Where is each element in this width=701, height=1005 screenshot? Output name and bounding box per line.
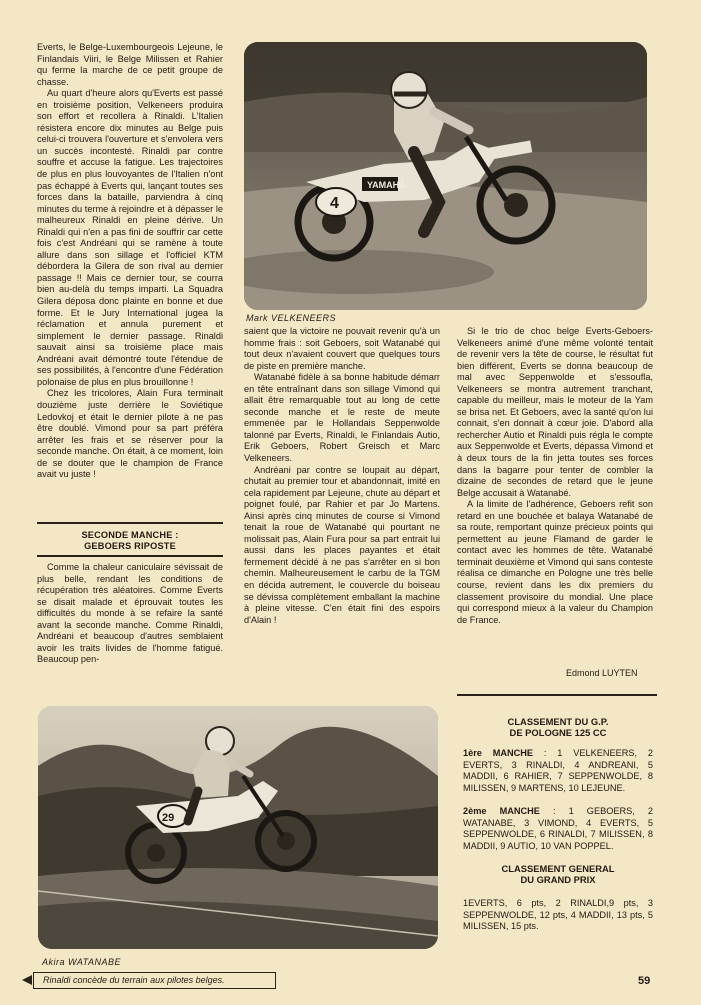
section-rule-bottom (37, 555, 223, 557)
manche-1-label: 1ère MANCHE (463, 748, 534, 758)
paragraph: Chez les tricolores, Alain Fura terminait douzième juste derrière le Soviétique Ledovkoj et était le dernier pilote à ne pas être doublé. Vimond pour sa part préféra arrêter les frais et se réserver pour la seconde manche. On était, à ce moment, loin de se douter que le champion de France avait vu juste ! (37, 388, 223, 480)
bike-number-2: 29 (162, 812, 175, 824)
results-rule (457, 694, 657, 696)
results-title-gp (463, 716, 653, 738)
paragraph: Si le trio de choc belge Everts-Geboers-Velkeneers animé d'une même volonté tentait de revenir vers la tête de course, le résultat fut bien différent, Everts se donna beaucoup de mal avec Seppenwolde et s'essoufla, Velkeneers se montra autrement tranchant, capable du meilleur, mais le moteur de la Yam se brisa net. Et Geboers, avec la santé qu'on lui connait, s'en donnait à cœur joie. D'abord alla rechercher Autio et Rinaldi puis régla le compte aux Seppenwolde et Everts, dépassa Vimond et à deux tours de la fin jetta toutes ses forces dans la bagarre pour tenter de combler la dizaine de secondes de retard que le jeune Belge accusait à Watanabé. (457, 326, 653, 498)
manche-1-text: : 1 VELKENEERS, 2 EVERTS, 3 RINALDI, 4 ANDREANI, 5 MADDII, 6 RAHIER, 7 SEPPENWOLDE, 8 MILISSEN, 9 MARTENS, 10 LEJEUNE. (463, 748, 653, 793)
results-general-line1: CLASSEMENT GENERAL (501, 863, 615, 874)
results-general-line2: DU GRAND PRIX (520, 874, 596, 885)
results-general: 1EVERTS, 6 pts, 2 RINALDI,9 pts, 3 SEPPENWOLDE, 12 pts, 4 MADDII, 13 pts, 5 MILISSEN, 15 pts. (463, 898, 653, 932)
article-column-1-continued (37, 562, 223, 666)
paragraph: saient que la victoire ne pouvait revenir qu'à un homme frais : soit Geboers, soit Watanabé qui tout deux n'avaient couvert que quelques tours de piste en première manche. (244, 326, 440, 371)
paragraph: Au quart d'heure alors qu'Everts est passé en troisième position, Velkeneers produira son effort et recollera à Rinaldi. L'Italien résistera encore dix minutes au Belge puis celui-ci trouvera l'ouverture et s'envolera vers un succès incontesté. Rinaldi par contre souffre et accuse la fatigue. Les trajectoires de plus en plus louvoyantes de l'Italien n'ont pas échappé à Everts qui, lançant toutes ses forces dans la bataille, parviendra à cinq minutes du terme à rejoindre et à dépasser le malheureux Rinaldi en pleine dérive. Un Rinaldi qui n'en a pas fini de souffrir car cette fois c'est Andréani qui se ramène à toute allure dans son sillage et l'officiel KTM débordera la Gilera de son rival au dernier passage !! Mais ce dernier tour, se courra bien au-delà du temps imparti. La Squadra Gilera déposa donc plainte en bonne et due forme. Et le Jury International jugea la réclamation et annula purement et simplement le dernier passage. Rinaldi sauvait ainsi sa troisième place mais Andréani avait démontré toute l'étendue de ses possibilités, à l'encontre d'une Fédération polonaise de plus en plus brouillonne ! (37, 88, 223, 387)
photo-watanabe (38, 706, 438, 949)
results-manche-1 (463, 748, 653, 794)
bike-number: 4 (330, 195, 339, 212)
photo-velkeneers (244, 42, 647, 310)
section-heading (37, 530, 223, 552)
section-rule-top (37, 522, 223, 524)
motocross-photo-2 (38, 706, 438, 949)
motocross-photo-1 (244, 42, 647, 310)
article-column-1 (37, 42, 223, 481)
page-number: 59 (638, 975, 651, 987)
results-title-general (463, 863, 653, 885)
footer-caption: Rinaldi concède du terrain aux pilotes belges. (33, 972, 276, 989)
paragraph: Comme la chaleur caniculaire sévissait de plus belle, rendant les conditions de récupération très aléatoires. Comme Everts se disait malade et éprouvait toutes les difficultés du monde à se refaire la santé avant la seconde manche. Comme Rinaldi, Andréani et beaucoup d'autres semblaient avoir les traits livides de l'homme fatigué. Beaucoup pen- (37, 562, 223, 665)
manche-2-label: 2ème MANCHE (463, 806, 540, 816)
results-manche-2 (463, 806, 653, 852)
paragraph: Andréani par contre se loupait au départ, chutait au premier tour et abandonnait, imité en cela rapidement par Lejeune, chute au départ et poignet foulé, par Rahier et par Jo Martens. Ainsi après cinq minutes de course si Vimond tenait la roue de Watanabé qui pourtant ne molissait pas, Alain Fura pour sa part entrait lui aussi dans les places payantes et était fermement décidé à ne pas s'arrêter en si bon chemin. Malheureusement le carbu de la TGM en décida autrement, le couvercle du boiseau se dévissa complètement emballant la machine à pleine vitesse. C'en était fini des espoirs d'Alain ! (244, 464, 440, 625)
article-column-2 (244, 326, 440, 626)
section-heading-line1: SECONDE MANCHE : (81, 530, 179, 540)
results-title-line2: DE POLOGNE 125 CC (509, 727, 607, 738)
section-heading-line2: GEBOERS RIPOSTE (84, 541, 176, 551)
paragraph: A la limite de l'adhérence, Geboers refit son retard en une bouchée et balaya Watanabé de sa route, remportant quinze précieux points qui permettent au jeune Flamand de garder le contact avec les hommes de tête. Watanabé terminait deuxième et Vimond qui sans conteste réalisa ce dimanche en Pologne une très belle course, revient dans les dix premiers du classement provisoire du mondial. Une place qui correspond mieux à la valeur du Champion de France. (457, 499, 653, 625)
arrow-left-icon (22, 975, 32, 985)
photo-caption-velkeneers: Mark VELKENEERS (246, 313, 337, 323)
article-author: Edmond LUYTEN (566, 668, 638, 678)
paragraph: Watanabé fidèle à sa bonne habitude démarr en tête entraînant dans son sillage Vimond qui allait être remarquable tout au long de cette seconde manche et le reste de meute emmenée par le Hollandais Seppenwolde talonné par Everts, Rinaldi, le Finlandais Autio, Erik Geboers, Robert Greisch et Marc Velkeneers. (244, 372, 440, 464)
results-title-line1: CLASSEMENT DU G.P. (507, 716, 609, 727)
manche-2-text: : 1 GEBOERS, 2 WATANABE, 3 VIMOND, 4 EVERTS, 5 SEPPENWOLDE, 6 RINALDI, 7 MILISSEN, 8 MADDII, 9 AUTIO, 10 VAN POPPEL. (463, 806, 653, 851)
article-column-3 (457, 326, 653, 626)
photo-caption-watanabe: Akira WATANABE (42, 957, 122, 967)
bike-brand-text: YAMAHA (367, 180, 406, 190)
paragraph: Everts, le Belge-Luxembourgeois Lejeune, le Finlandais Viiri, le Belge Milissen et Rahier qu ferme la marche de ce petit groupe de chasse. (37, 42, 223, 87)
